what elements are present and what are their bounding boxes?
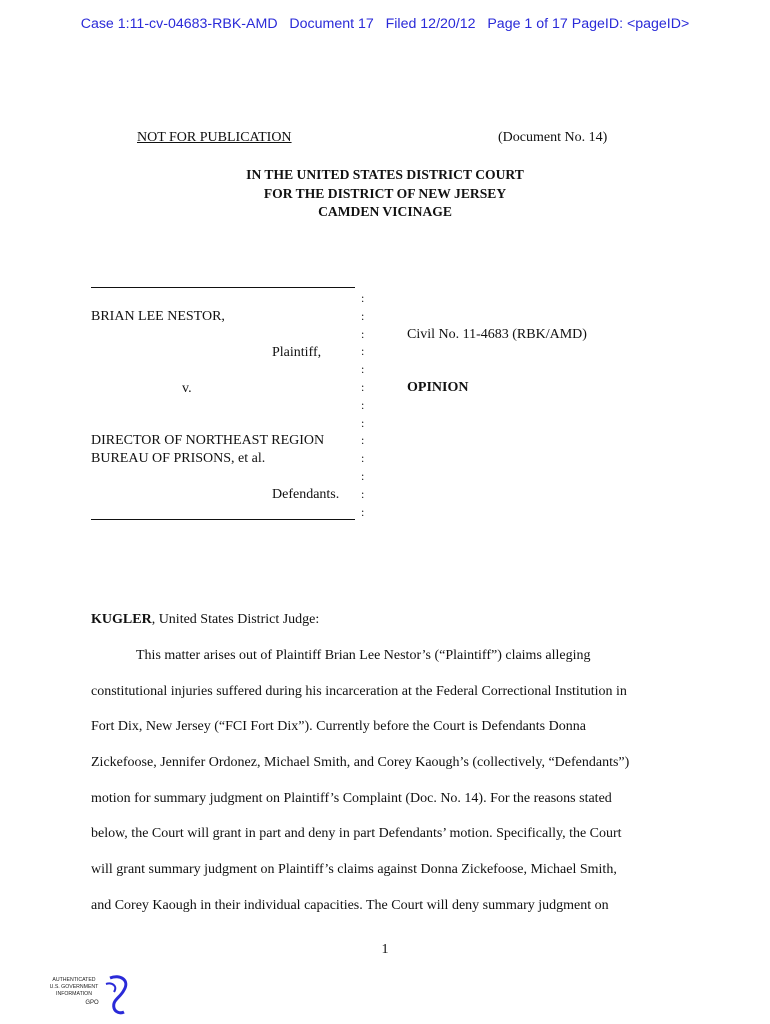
court-heading xyxy=(0,166,770,222)
caption-colon: : xyxy=(361,362,365,377)
gpo-text-line: GPO xyxy=(85,1000,99,1006)
caption-colon: : xyxy=(361,326,365,341)
defendant-line-1: DIRECTOR OF NORTHEAST REGION xyxy=(91,433,325,448)
caption-colon: : xyxy=(361,468,365,483)
caption-colon: : xyxy=(361,308,365,323)
caption-colon: : xyxy=(361,379,365,394)
caption-colon: : xyxy=(361,344,365,359)
court-heading-line-1: IN THE UNITED STATES DISTRICT COURT xyxy=(246,167,524,182)
gpo-authentication-seal xyxy=(40,972,132,1016)
opinion-line: will grant summary judgment on Plaintiff’s claims against Donna Zickefoose, Michael Smith, xyxy=(91,862,617,877)
civil-number: Civil No. 11-4683 (RBK/AMD) xyxy=(407,327,587,342)
opinion-line: motion for summary judgment on Plaintiff’s Complaint (Doc. No. 14). For the reasons stated xyxy=(91,791,612,806)
caption-colon: : xyxy=(361,397,365,412)
caption-top-rule xyxy=(91,287,355,288)
caption-colon: : xyxy=(361,291,365,305)
caption-colon: : xyxy=(361,415,365,430)
document-type-opinion: OPINION xyxy=(407,380,469,395)
caption-colon: : xyxy=(361,504,365,519)
court-heading-line-2: FOR THE DISTRICT OF NEW JERSEY xyxy=(263,185,507,201)
plaintiff-role: Plaintiff, xyxy=(272,345,322,360)
caption-colon: : xyxy=(361,451,365,466)
gpo-text-line: AUTHENTICATED xyxy=(52,977,96,983)
opinion-line: and Corey Kaough in their individual capacities. The Court will deny summary judgment on xyxy=(91,898,609,913)
opinion-line: Zickefoose, Jennifer Ordonez, Michael Smith, and Corey Kaough’s (collectively, “Defendants”) xyxy=(91,755,630,770)
caption-bottom-rule xyxy=(91,519,355,520)
defendant-role: Defendants. xyxy=(272,487,340,502)
judge-title: , United States District Judge: xyxy=(151,612,320,627)
gpo-text-line: INFORMATION xyxy=(56,991,92,997)
caption-colon: : xyxy=(361,486,365,501)
case-header-stamp: Case 1:11-cv-04683-RBK-AMD Document 17 Filed 12/20/12 Page 1 of 17 PageID: <pageID> xyxy=(80,16,690,32)
judge-line xyxy=(91,612,319,628)
versus-label: v. xyxy=(182,381,192,396)
gpo-text-line: U.S. GOVERNMENT xyxy=(49,984,99,990)
judge-name: KUGLER xyxy=(91,612,152,627)
not-for-publication-label: NOT FOR PUBLICATION xyxy=(137,130,292,145)
gpo-eagle-icon xyxy=(40,972,132,1016)
caption-colon: : xyxy=(361,433,365,448)
court-heading-line-3: CAMDEN VICINAGE xyxy=(318,204,452,219)
opinion-line: constitutional injuries suffered during his incarceration at the Federal Correctional Institution in xyxy=(91,684,627,699)
page-number: 1 xyxy=(381,942,389,957)
defendant-line-2: BUREAU OF PRISONS, et al. xyxy=(91,451,266,466)
opinion-line: This matter arises out of Plaintiff Brian Lee Nestor’s (“Plaintiff”) claims alleging xyxy=(136,648,591,663)
plaintiff-name: BRIAN LEE NESTOR, xyxy=(91,309,225,324)
opinion-line: below, the Court will grant in part and deny in part Defendants’ motion. Specifically, the Court xyxy=(91,826,622,841)
opinion-line: Fort Dix, New Jersey (“FCI Fort Dix”). Currently before the Court is Defendants Donna xyxy=(91,719,586,734)
document-number-label: (Document No. 14) xyxy=(498,130,608,145)
caption-colon-column xyxy=(361,290,369,521)
